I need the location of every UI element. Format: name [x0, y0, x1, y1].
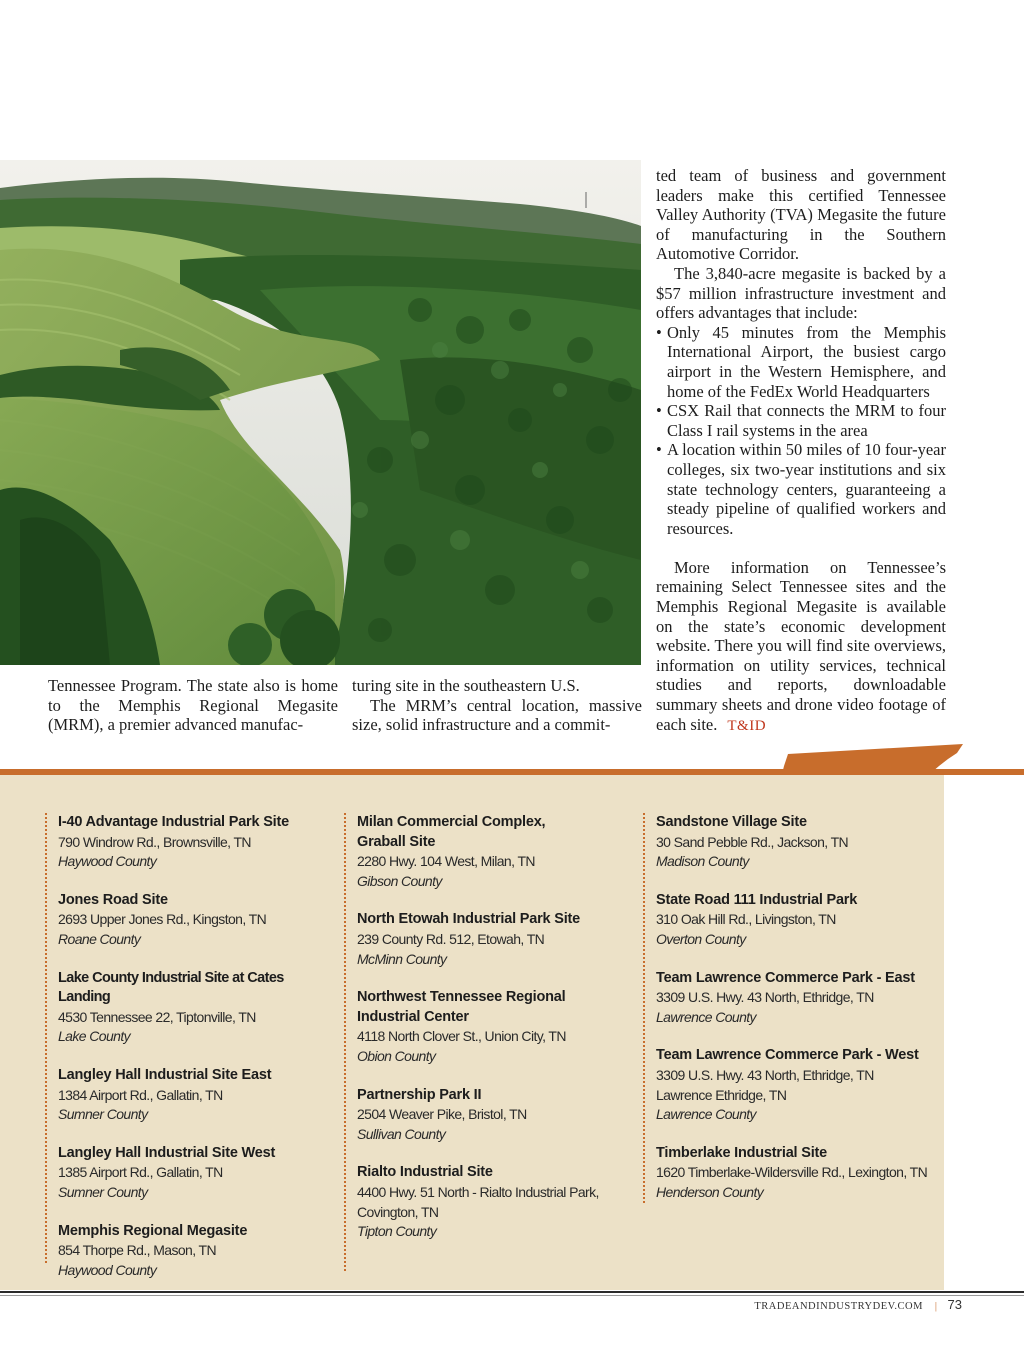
footer-separator: |	[934, 1301, 938, 1312]
closing-text: More information on Tennessee’s remaining Select Tennessee sites and the Memphis Regional Megasite is available on the state’s economic development website. There you will find site overviews, information on utility services, technical studies and reports, downloadable summary sheets and drone video footage of each site.	[656, 557, 946, 734]
site-county: Sumner County	[58, 1183, 148, 1200]
site-address: 3309 U.S. Hwy. 43 North, Ethridge, TN	[656, 989, 874, 1006]
site-entry	[357, 910, 637, 969]
site-entry	[58, 969, 338, 1047]
site-address: 30 Sand Pebble Rd., Jackson, TN	[656, 833, 849, 850]
website-link[interactable]: TRADEANDINDUSTRYDEV.COM	[754, 1301, 923, 1312]
site-address: 790 Windrow Rd., Brownsville, TN	[58, 833, 251, 850]
site-name: Team Lawrence Commerce Park - West	[656, 1047, 919, 1064]
article-middle-column	[352, 676, 642, 735]
site-county: Obion County	[357, 1047, 436, 1064]
site-name: I-40 Advantage Industrial Park Site	[58, 814, 289, 830]
site-entry	[357, 988, 637, 1066]
footer-rule	[0, 1291, 1024, 1293]
site-address-line-2: Lawrence Ethridge, TN	[656, 1086, 787, 1103]
site-name: Timberlake Industrial Site	[656, 1144, 828, 1161]
site-county: Haywood County	[58, 1261, 157, 1278]
site-county: Lawrence County	[656, 1106, 756, 1123]
site-address: 239 County Rd. 512, Etowah, TN	[357, 930, 545, 947]
site-entry	[656, 891, 936, 950]
site-name: Northwest Tennessee Regional Industrial Center	[357, 989, 566, 1025]
site-address: 1385 Airport Rd., Gallatin, TN	[58, 1164, 223, 1181]
site-name: Jones Road Site	[58, 891, 168, 908]
article-paragraph: turing site in the southeastern U.S.	[352, 676, 580, 695]
site-address: 4530 Tennessee 22, Tiptonville, TN	[58, 1008, 256, 1025]
article-paragraph: The MRM’s central location, massive size, solid infrastructure and a commit-	[352, 695, 642, 735]
site-entry	[656, 813, 936, 872]
article-paragraph: ted team of business and government leaders make this certified Tennessee Valley Authority (TVA) Megasite the future of manufacturing in the Southern Automotive Corridor.	[656, 166, 946, 264]
site-address: 310 Oak Hill Rd., Livingston, TN	[656, 911, 836, 928]
list-item: • Only 45 minutes from the Memphis International Airport, the busiest cargo airport in the Western Hemisphere, and home of the FedEx World Headquarters	[656, 323, 946, 401]
site-name: North Etowah Industrial Park Site	[357, 911, 581, 928]
site-address: 4400 Hwy. 51 North - Rialto Industrial Park, Covington, TN	[357, 1183, 599, 1220]
site-name: Langley Hall Industrial Site West	[58, 1144, 276, 1161]
site-address: 1384 Airport Rd., Gallatin, TN	[58, 1086, 223, 1103]
site-entry	[58, 891, 338, 950]
site-county: Sumner County	[58, 1106, 148, 1123]
site-entry	[656, 969, 936, 1028]
site-entry	[357, 1086, 637, 1145]
site-name: Sandstone Village Site	[656, 814, 807, 830]
site-county: Tipton County	[357, 1223, 437, 1240]
site-address: 2280 Hwy. 104 West, Milan, TN	[357, 853, 535, 870]
site-name: State Road 111 Industrial Park	[656, 891, 858, 908]
site-name: Team Lawrence Commerce Park - East	[656, 969, 915, 986]
footer-rule-thin	[0, 1295, 1024, 1296]
site-name: Rialto Industrial Site	[357, 1164, 493, 1181]
sites-column-1	[45, 813, 338, 1278]
site-address: 4118 North Clover St., Union City, TN	[357, 1028, 566, 1045]
site-county: Henderson County	[656, 1183, 764, 1200]
site-county: Sullivan County	[357, 1125, 446, 1142]
site-name: Memphis Regional Megasite	[58, 1222, 248, 1239]
site-entry	[656, 1144, 936, 1203]
site-county: Lawrence County	[656, 1008, 756, 1025]
article-left-column	[48, 676, 338, 735]
tid-signoff: T&ID	[727, 717, 767, 734]
site-address: 1620 Timberlake-Wildersville Rd., Lexington, TN	[656, 1164, 928, 1181]
site-county: McMinn County	[357, 950, 447, 967]
site-name: Lake County Industrial Site at Cates Landing	[58, 969, 284, 1006]
sites-column-3	[643, 813, 936, 1203]
list-item: • CSX Rail that connects the MRM to four Class I rail systems in the area	[656, 401, 946, 440]
site-address: 854 Thorpe Rd., Mason, TN	[58, 1242, 217, 1259]
sites-column-2	[344, 813, 637, 1271]
site-entry	[357, 1163, 637, 1241]
site-county: Overton County	[656, 930, 746, 947]
site-county: Roane County	[58, 930, 141, 947]
page-number: 73	[947, 1297, 962, 1312]
site-address: 2504 Weaver Pike, Bristol, TN	[357, 1106, 527, 1123]
site-entry	[58, 1066, 338, 1125]
article-right-column	[656, 166, 946, 736]
site-address: 3309 U.S. Hwy. 43 North, Ethridge, TN	[656, 1066, 874, 1083]
article-paragraph: The 3,840-acre megasite is backed by a $57 million infrastructure investment and offers advantages that include:	[656, 263, 946, 323]
article-paragraph: Tennessee Program. The state also is home to the Memphis Regional Megasite (MRM), a premier advanced manufac-	[48, 676, 338, 735]
site-entry	[656, 1046, 936, 1124]
site-county: Madison County	[656, 853, 749, 870]
site-entry	[58, 813, 338, 872]
list-item: • A location within 50 miles of 10 four-year colleges, six two-year institutions and six state technology centers, guaranteeing a steady pipeline of qualified workers and resources.	[656, 440, 946, 538]
site-name: Milan Commercial Complex, Graball Site	[357, 814, 546, 850]
aerial-photo	[0, 160, 641, 665]
site-county: Gibson County	[357, 872, 442, 889]
page-footer	[754, 1297, 962, 1312]
site-entry	[357, 813, 637, 891]
site-county: Lake County	[58, 1028, 131, 1045]
article-paragraph-closing	[656, 558, 946, 736]
site-address: 2693 Upper Jones Rd., Kingston, TN	[58, 911, 267, 928]
site-name: Partnership Park II	[357, 1086, 482, 1103]
site-county: Haywood County	[58, 853, 157, 870]
site-entry	[58, 1222, 338, 1281]
site-entry	[58, 1144, 338, 1203]
advantages-list	[656, 323, 946, 539]
site-name: Langley Hall Industrial Site East	[58, 1066, 272, 1083]
